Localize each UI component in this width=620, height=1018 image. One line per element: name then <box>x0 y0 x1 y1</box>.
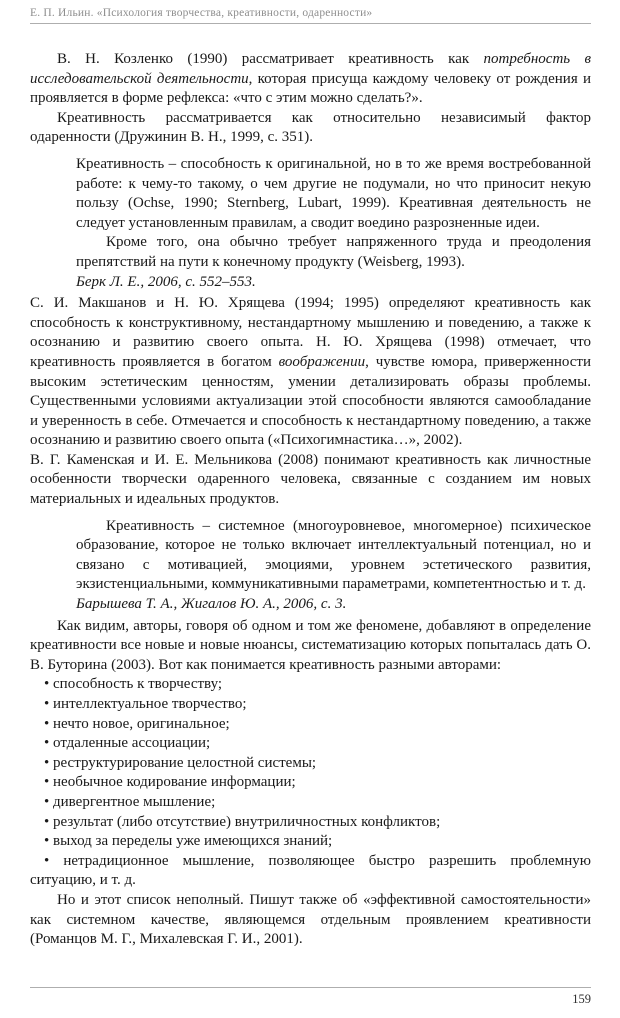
text-run: Креативность рассматривается как относительно независимый фактор одаренности (Дружинин В. Н., 1999, с. 351). <box>30 109 591 146</box>
text-run: В. Г. Каменская и И. Е. Мельникова (2008) понимают креативность как личностные особенности творчески одаренного человека, связанные с созданием им новых материальных и идеальных продуктов. <box>30 451 591 508</box>
bullet-marker: • <box>44 793 54 810</box>
bullet-marker: • <box>44 833 54 850</box>
text-run: Но и этот список неполный. Пишут также об «эффективной самостоятельности» как системном качестве, являющемся отдельным проявлением креативности (Романцов М. Г., Михалевская Г. И., 2001). <box>30 891 591 948</box>
text-run: реструктурирование целостной системы; <box>53 754 317 771</box>
text-run: выход за переделы уже имеющихся знаний; <box>53 833 333 850</box>
text-run: С. И. Макшанов и Н. Ю. Хрящева (1994; 1995) определяют креативность как способность к конструктивному, нестандартному мышлению и поведению, а также к осознанию и развитию своего опыта. Н. Ю. Хрящева (1998) отмечает, что креативность проявляется в богатом <box>30 295 591 370</box>
text-run: дивергентное мышление; <box>53 793 216 810</box>
text-run: способность к творчеству; <box>53 676 223 693</box>
text-run: нечто новое, оригинальное; <box>53 715 230 732</box>
page-number: 159 <box>572 991 591 1006</box>
quote-paragraph <box>76 155 591 233</box>
bullet-item <box>30 852 591 891</box>
bullet-marker: • <box>44 696 54 712</box>
text-run: Барышева Т. А., Жигалов Ю. А., 2006, с. 3. <box>76 596 347 613</box>
bullet-marker: • <box>44 735 54 752</box>
emphasized-text: потребность в исследовательской деятельности <box>30 51 591 87</box>
header-rule <box>30 23 591 24</box>
bullet-item <box>30 773 591 793</box>
running-title: Е. П. Ильин. «Психология творчества, креативности, одаренности» <box>30 7 373 19</box>
text-run: интеллектуальное творчество; <box>53 696 247 712</box>
page-footer <box>30 987 591 1018</box>
text-run: отдаленные ассоциации; <box>53 735 211 752</box>
text-run: Креативность – системное (многоуровневое, многомерное) психическое образование, которое не только включает интеллектуальный потенциал, но и связано с мотивацией, эмоциями, уровнем эстетического развития, экзистенциальными, коммуникативными параметрами, компетентностью и т. д. <box>76 517 591 593</box>
page-header <box>30 0 591 24</box>
text-run: Креативность – способность к оригинальной, но в то же время востребованной работе: к чему-то такому, о чем другие не подумали, но что приносит некую пользу (Ochse, 1990; Sternberg, Lubart, 1999). Креативная деятельность не следует установленным правилам, а сводит воедино разрозненные идеи. <box>76 155 591 231</box>
bullet-marker: • <box>44 813 54 830</box>
bullet-marker: • <box>44 715 54 732</box>
bullet-item <box>30 754 591 774</box>
paragraph <box>30 451 591 510</box>
bullet-marker: • <box>44 852 64 869</box>
bullet-item <box>30 715 591 735</box>
text-run: Кроме того, она обычно требует напряженного труда и преодоления препятствий на пути к конечному продукту (Weisberg, 1993). <box>76 234 591 270</box>
paragraph <box>30 50 591 109</box>
bullet-item <box>30 695 591 715</box>
text-run: В. Н. Козленко (1990) рассматривает креативность как <box>57 51 484 67</box>
quote-paragraph <box>76 233 591 272</box>
text-run: , которая присуща каждому человеку от рождения и проявляется в форме рефлекса: «что с этим можно сделать?». <box>30 70 591 107</box>
emphasized-text: воображении <box>278 353 366 370</box>
paragraph <box>30 891 591 950</box>
bullet-marker: • <box>44 676 54 693</box>
page-body <box>30 50 591 950</box>
bullet-item <box>30 813 591 833</box>
bullet-item <box>30 734 591 754</box>
bullet-item <box>30 832 591 852</box>
quote-attribution <box>76 273 591 293</box>
text-run: результат (либо отсутствие) внутриличностных конфликтов; <box>53 813 441 830</box>
bullet-item <box>30 675 591 695</box>
bullet-marker: • <box>44 754 54 771</box>
quote-paragraph <box>76 517 591 595</box>
text-run: необычное кодирование информации; <box>53 774 296 791</box>
paragraph <box>30 109 591 148</box>
text-run: , чувстве юмора, приверженности высоким эстетическим ценностям, умении детализировать образы проблемы. Существенными условиями актуализации этой способности являются самообладание и уверенность в себе. Отмечается и способность к нестандартному поведению, а также осознанию и развитию своего опыта («Психогимнастика…», 2002). <box>30 353 591 449</box>
paragraph <box>30 294 591 451</box>
text-run: Как видим, авторы, говоря об одном и том же феномене, добавляют в определение креативности все новые и новые нюансы, систематизацию которых попыталась дать О. В. Буторина (2003). Вот как понимается креативность разными авторами: <box>30 617 591 673</box>
text-run: Берк Л. Е., 2006, с. 552–553. <box>76 273 256 290</box>
quote-attribution <box>76 595 591 615</box>
paragraph <box>30 617 591 676</box>
text-run: нетрадиционное мышление, позволяющее быстро разрешить проблемную ситуацию, и т. д. <box>30 852 591 889</box>
bullet-marker: • <box>44 774 54 791</box>
bullet-item <box>30 793 591 813</box>
